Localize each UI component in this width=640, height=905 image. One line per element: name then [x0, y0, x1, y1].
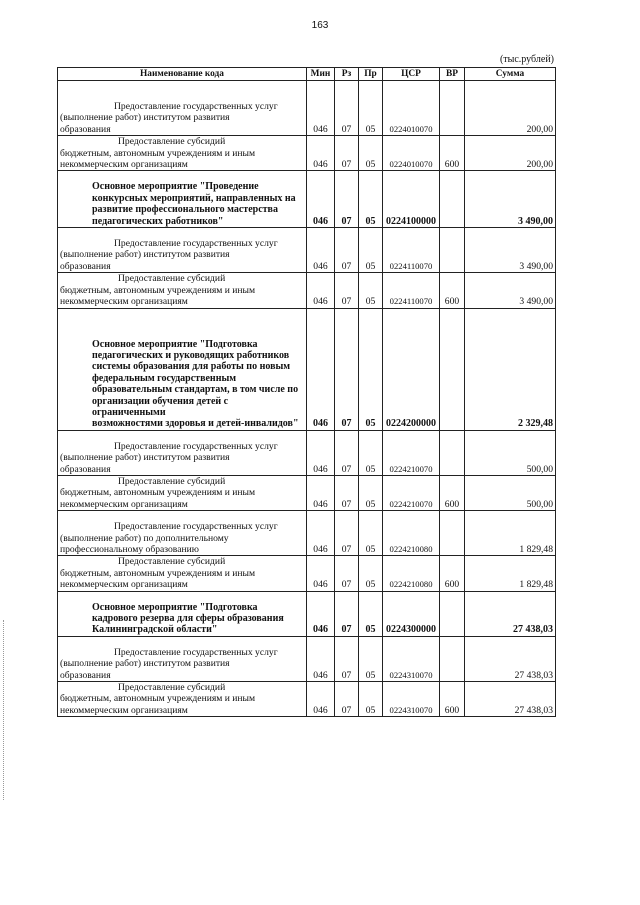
- table-row: [58, 682, 556, 717]
- table-row: [58, 636, 556, 681]
- table-row: [58, 273, 556, 308]
- row-csr-cell: 0224210070: [383, 475, 440, 510]
- row-name-line: бюджетным, автономным учреждениям и иным: [60, 284, 256, 296]
- row-pr-cell: 05: [359, 171, 383, 228]
- row-min-cell: 046: [307, 273, 335, 308]
- row-name-line: Предоставление субсидий: [118, 136, 226, 148]
- row-vr-cell: [440, 171, 465, 228]
- row-name-cell: [58, 171, 307, 228]
- row-csr-cell: 0224210070: [383, 430, 440, 475]
- row-rz-cell: 07: [335, 81, 359, 136]
- row-name-cell: [58, 136, 307, 171]
- row-rz-cell: 07: [335, 636, 359, 681]
- row-name-line: некоммерческим организациям: [60, 159, 188, 171]
- row-name-line: федеральным государственным: [92, 372, 237, 384]
- row-sum-cell: 1 829,48: [465, 511, 556, 556]
- column-header-csr: ЦСР: [383, 68, 440, 81]
- row-name-line: конкурсных мероприятий, направленных на: [92, 192, 296, 204]
- row-pr-cell: 05: [359, 591, 383, 636]
- row-name-line: возможностями здоровья и детей-инвалидов": [92, 418, 299, 430]
- scan-margin-marks: [3, 620, 6, 800]
- table-row: [58, 136, 556, 171]
- row-rz-cell: 07: [335, 591, 359, 636]
- row-pr-cell: 05: [359, 475, 383, 510]
- row-sum-cell: 3 490,00: [465, 171, 556, 228]
- row-name-line: Предоставление государственных услуг: [114, 646, 278, 658]
- row-sum-cell: 27 438,03: [465, 591, 556, 636]
- row-name-cell: [58, 556, 307, 591]
- table-header-row: [58, 68, 556, 81]
- row-name-line: некоммерческим организациям: [60, 579, 188, 591]
- table-row-activity: [58, 591, 556, 636]
- row-name-cell: [58, 636, 307, 681]
- row-csr-cell: 0224010070: [383, 136, 440, 171]
- row-min-cell: 046: [307, 636, 335, 681]
- row-name-line: Предоставление субсидий: [118, 475, 226, 487]
- row-rz-cell: 07: [335, 475, 359, 510]
- row-name-cell: [58, 308, 307, 430]
- row-sum-cell: 500,00: [465, 430, 556, 475]
- row-csr-cell: 0224310070: [383, 682, 440, 717]
- row-name-line: бюджетным, автономным учреждениям и иным: [60, 487, 256, 499]
- table-row: [58, 511, 556, 556]
- row-sum-cell: 1 829,48: [465, 556, 556, 591]
- row-pr-cell: 05: [359, 308, 383, 430]
- row-name-cell: [58, 430, 307, 475]
- column-header-vr: ВР: [440, 68, 465, 81]
- row-sum-cell: 500,00: [465, 475, 556, 510]
- row-sum-cell: 27 438,03: [465, 636, 556, 681]
- row-vr-cell: 600: [440, 682, 465, 717]
- row-name-line: педагогических работников": [92, 215, 224, 227]
- row-name-line: (выполнение работ) по дополнительному: [60, 532, 229, 544]
- column-header-rz: Рз: [335, 68, 359, 81]
- row-vr-cell: [440, 308, 465, 430]
- table-row: [58, 475, 556, 510]
- row-rz-cell: 07: [335, 273, 359, 308]
- row-name-line: (выполнение работ) институтом развития: [60, 658, 230, 670]
- row-vr-cell: 600: [440, 556, 465, 591]
- row-name-line: Калининградской области": [92, 624, 218, 636]
- row-pr-cell: 05: [359, 81, 383, 136]
- row-rz-cell: 07: [335, 511, 359, 556]
- row-csr-cell: 0224200000: [383, 308, 440, 430]
- row-min-cell: 046: [307, 81, 335, 136]
- table-body: [58, 81, 556, 717]
- row-pr-cell: 05: [359, 511, 383, 556]
- row-name-line: Предоставление субсидий: [118, 556, 226, 568]
- row-name-line: Предоставление субсидий: [118, 273, 226, 285]
- row-name-line: Предоставление государственных услуг: [114, 101, 278, 112]
- row-pr-cell: 05: [359, 273, 383, 308]
- table-row-activity: [58, 171, 556, 228]
- row-csr-cell: 0224210080: [383, 556, 440, 591]
- row-min-cell: 046: [307, 556, 335, 591]
- row-sum-cell: 3 490,00: [465, 273, 556, 308]
- row-csr-cell: 0224300000: [383, 591, 440, 636]
- row-vr-cell: [440, 591, 465, 636]
- row-name-line: Основное мероприятие "Проведение: [92, 181, 259, 193]
- table-row: [58, 430, 556, 475]
- column-header-sum: Сумма: [465, 68, 556, 81]
- row-csr-cell: 0224210080: [383, 511, 440, 556]
- row-vr-cell: 600: [440, 475, 465, 510]
- row-name-line: образования: [60, 260, 111, 272]
- row-rz-cell: 07: [335, 228, 359, 273]
- row-rz-cell: 07: [335, 556, 359, 591]
- row-rz-cell: 07: [335, 308, 359, 430]
- row-name-line: Предоставление государственных услуг: [114, 440, 278, 452]
- row-csr-cell: 0224100000: [383, 171, 440, 228]
- row-name-line: Основное мероприятие "Подготовка: [92, 601, 258, 613]
- row-name-cell: [58, 591, 307, 636]
- row-rz-cell: 07: [335, 171, 359, 228]
- row-min-cell: 046: [307, 682, 335, 717]
- row-name-line: бюджетным, автономным учреждениям и иным: [60, 147, 256, 159]
- row-pr-cell: 05: [359, 556, 383, 591]
- row-min-cell: 046: [307, 308, 335, 430]
- row-name-line: образования: [60, 463, 111, 475]
- row-name-line: некоммерческим организациям: [60, 704, 188, 716]
- row-min-cell: 046: [307, 591, 335, 636]
- row-name-line: (выполнение работ) институтом развития: [60, 112, 230, 124]
- row-name-line: бюджетным, автономным учреждениям и иным: [60, 693, 256, 705]
- row-rz-cell: 07: [335, 430, 359, 475]
- row-min-cell: 046: [307, 171, 335, 228]
- row-name-line: Основное мероприятие "Подготовка: [92, 338, 258, 350]
- table-row: [58, 556, 556, 591]
- column-header-min: Мин: [307, 68, 335, 81]
- row-pr-cell: 05: [359, 430, 383, 475]
- row-name-line: Предоставление государственных услуг: [114, 238, 278, 250]
- row-vr-cell: [440, 636, 465, 681]
- row-sum-cell: 200,00: [465, 136, 556, 171]
- row-name-line: педагогических и руководящих работников: [92, 349, 290, 361]
- row-name-line: некоммерческим организациям: [60, 296, 188, 308]
- row-name-line: бюджетным, автономным учреждениям и иным: [60, 567, 256, 579]
- row-vr-cell: [440, 81, 465, 136]
- row-pr-cell: 05: [359, 228, 383, 273]
- column-header-pr: Пр: [359, 68, 383, 81]
- row-rz-cell: 07: [335, 136, 359, 171]
- row-name-line: развитие профессионального мастерства: [92, 204, 278, 216]
- row-csr-cell: 0224110070: [383, 228, 440, 273]
- row-name-line: Предоставление государственных услуг: [114, 521, 278, 533]
- row-name-line: Предоставление субсидий: [118, 682, 226, 694]
- row-name-cell: [58, 228, 307, 273]
- row-name-line: образования: [60, 123, 111, 135]
- units-label: (тыс.рублей): [499, 54, 554, 65]
- row-name-cell: [58, 511, 307, 556]
- row-min-cell: 046: [307, 475, 335, 510]
- row-name-cell: [58, 682, 307, 717]
- table-row: [58, 81, 556, 136]
- row-vr-cell: [440, 511, 465, 556]
- row-name-line: профессиональному образованию: [60, 544, 199, 555]
- row-sum-cell: 27 438,03: [465, 682, 556, 717]
- table-row-activity: [58, 308, 556, 430]
- row-name-line: (выполнение работ) институтом развития: [60, 249, 230, 261]
- row-name-line: кадрового резерва для сферы образования: [92, 613, 284, 625]
- table-row: [58, 228, 556, 273]
- row-name-cell: [58, 81, 307, 136]
- row-name-cell: [58, 475, 307, 510]
- row-pr-cell: 05: [359, 682, 383, 717]
- row-name-cell: [58, 273, 307, 308]
- column-header-name: Наименование кода: [58, 68, 307, 81]
- row-vr-cell: 600: [440, 273, 465, 308]
- row-name-line: образования: [60, 669, 111, 681]
- row-min-cell: 046: [307, 511, 335, 556]
- row-min-cell: 046: [307, 228, 335, 273]
- row-vr-cell: 600: [440, 136, 465, 171]
- row-vr-cell: [440, 228, 465, 273]
- budget-table: [57, 67, 556, 717]
- row-rz-cell: 07: [335, 682, 359, 717]
- row-sum-cell: 3 490,00: [465, 228, 556, 273]
- row-vr-cell: [440, 430, 465, 475]
- row-csr-cell: 0224010070: [383, 81, 440, 136]
- row-min-cell: 046: [307, 136, 335, 171]
- row-csr-cell: 0224310070: [383, 636, 440, 681]
- row-sum-cell: 200,00: [465, 81, 556, 136]
- row-name-line: системы образования для работы по новым: [92, 361, 291, 373]
- row-pr-cell: 05: [359, 136, 383, 171]
- row-name-line: образовательным стандартам, в том числе по: [92, 384, 299, 396]
- row-name-line: организации обучения детей с ограниченными: [92, 395, 229, 418]
- row-name-line: некоммерческим организациям: [60, 498, 188, 510]
- row-pr-cell: 05: [359, 636, 383, 681]
- page-number: 163: [311, 20, 329, 31]
- row-min-cell: 046: [307, 430, 335, 475]
- row-name-line: (выполнение работ) институтом развития: [60, 452, 230, 464]
- row-csr-cell: 0224110070: [383, 273, 440, 308]
- row-sum-cell: 2 329,48: [465, 308, 556, 430]
